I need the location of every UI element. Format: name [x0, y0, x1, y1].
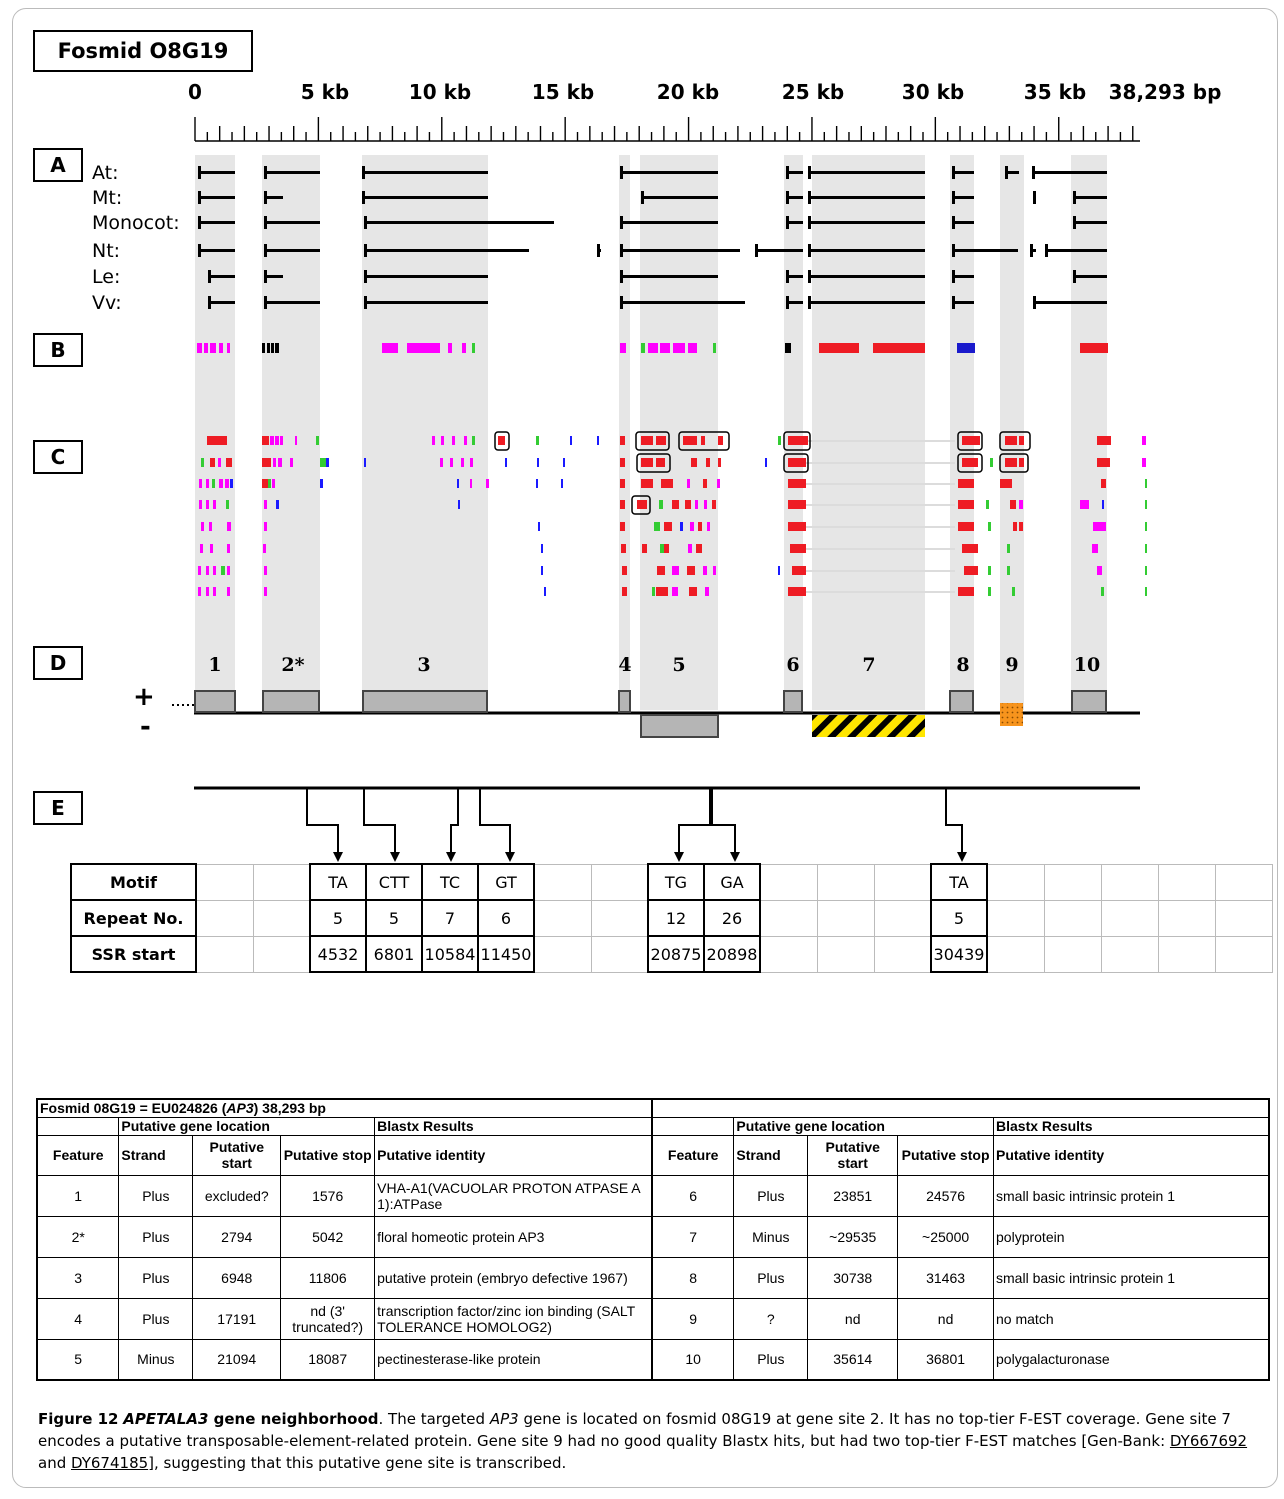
- genbank-link[interactable]: DY667692: [1169, 1432, 1248, 1450]
- col-stop: Putative stop: [281, 1135, 375, 1175]
- col-start: Putative start: [808, 1135, 898, 1175]
- table-row: 4 Plus 17191 nd (3' truncated?) transcription factor/zinc ion binding (SALT TOLERANCE HOMOLOG2) 9 ? nd nd no match: [37, 1298, 1269, 1339]
- ssr-cell: 6: [478, 900, 534, 936]
- scale-label: 15 kb: [531, 80, 595, 104]
- ssr-header-motif: Motif: [71, 864, 196, 900]
- ssr-cell: 10584: [422, 936, 478, 972]
- gene-table: [36, 1098, 1270, 1381]
- figure-title: Fosmid O8G19: [33, 30, 253, 72]
- ssr-cell: TA: [931, 864, 987, 900]
- col-stop: Putative stop: [898, 1135, 994, 1175]
- group-blastx-header: Blastx Results: [994, 1117, 1269, 1135]
- scale-label: 0: [188, 80, 202, 104]
- ssr-cell: TG: [648, 864, 704, 900]
- ssr-cell: TC: [422, 864, 478, 900]
- species-label: Vv:: [92, 292, 122, 314]
- species-label: Monocot:: [92, 212, 180, 234]
- col-feature: Feature: [37, 1135, 119, 1175]
- ssr-header-start: SSR start: [71, 936, 196, 972]
- gene-site-number: 5: [672, 654, 686, 676]
- ssr-motif-row: [71, 864, 1272, 900]
- scale-label: 10 kb: [408, 80, 472, 104]
- scale-label: 20 kb: [656, 80, 720, 104]
- ssr-start-row: [71, 936, 1272, 972]
- ssr-cell: 5: [931, 900, 987, 936]
- species-label: Mt:: [92, 187, 123, 209]
- panel-label-c: C: [33, 440, 83, 474]
- ssr-cell: TA: [310, 864, 366, 900]
- ssr-cell: 20898: [704, 936, 760, 972]
- gene-site-number: 6: [786, 654, 800, 676]
- panel-label-b: B: [33, 333, 83, 367]
- minus-strand-label: -: [140, 712, 151, 742]
- ssr-cell: 30439: [931, 936, 987, 972]
- group-blastx-header: Blastx Results: [375, 1117, 652, 1135]
- figure-caption: Figure 12 APETALA3 gene neighborhood. The targeted AP3 gene is located on fosmid 08G19 at gene site 2. It has no top-tier F-EST coverage. Gene site 7 encodes a putative transposable-element-related protein. Gene site 9 had no good quality Blastx hits, but had two top-tier F-EST matches [Gen-Bank: DY667692 and DY674185], suggesting that this putative gene site is transcribed.: [38, 1410, 1248, 1472]
- ssr-cell: 11450: [478, 936, 534, 972]
- table-row: 1 Plus excluded? 1576 VHA-A1(VACUOLAR PROTON ATPASE A 1):ATPase 6 Plus 23851 24576 small basic intrinsic protein 1: [37, 1175, 1269, 1216]
- col-identity: Putative identity: [994, 1135, 1269, 1175]
- ssr-header-repeat: Repeat No.: [71, 900, 196, 936]
- species-label: At:: [92, 162, 119, 184]
- panel-label-d: D: [33, 646, 83, 680]
- scale-label: 25 kb: [781, 80, 845, 104]
- col-feature: Feature: [652, 1135, 734, 1175]
- col-strand: Strand: [119, 1135, 193, 1175]
- ssr-cell: CTT: [366, 864, 422, 900]
- caption-label: Figure 12: [38, 1410, 119, 1428]
- table-row: 5 Minus 21094 18087 pectinesterase-like protein 10 Plus 35614 36801 polygalacturonase: [37, 1339, 1269, 1380]
- col-strand: Strand: [734, 1135, 808, 1175]
- gene-site-number: 8: [956, 654, 970, 676]
- species-label: Le:: [92, 266, 121, 288]
- ssr-repeat-row: [71, 900, 1272, 936]
- scale-label: 35 kb: [1023, 80, 1087, 104]
- gene-site-number: 3: [417, 654, 431, 676]
- panel-label-a: A: [33, 148, 83, 182]
- col-start: Putative start: [193, 1135, 281, 1175]
- ssr-cell: GT: [478, 864, 534, 900]
- gene-site-number: 1: [208, 654, 222, 676]
- gene-table-title: Fosmid 08G19 = EU024826 (AP3) 38,293 bp: [37, 1099, 652, 1117]
- ssr-cell: GA: [704, 864, 760, 900]
- ssr-cell: 20875: [648, 936, 704, 972]
- ssr-table: [70, 863, 1273, 973]
- table-row: 3 Plus 6948 11806 putative protein (embryo defective 1967) 8 Plus 30738 31463 small basic intrinsic protein 1: [37, 1257, 1269, 1298]
- gene-site-number: 4: [618, 654, 632, 676]
- scale-label: 38,293 bp: [1108, 80, 1222, 104]
- ssr-cell: 4532: [310, 936, 366, 972]
- ssr-cell: 5: [366, 900, 422, 936]
- panel-label-e: E: [33, 791, 83, 825]
- gene-site-number: 9: [1005, 654, 1019, 676]
- group-location-header: Putative gene location: [119, 1117, 375, 1135]
- ssr-cell: 7: [422, 900, 478, 936]
- caption-gene-title: APETALA3: [123, 1410, 209, 1428]
- plus-strand-label: +: [133, 682, 155, 712]
- species-label: Nt:: [92, 240, 121, 262]
- ssr-cell: 12: [648, 900, 704, 936]
- col-identity: Putative identity: [375, 1135, 652, 1175]
- ssr-cell: 26: [704, 900, 760, 936]
- gene-site-number: 7: [862, 654, 876, 676]
- scale-label: 5 kb: [300, 80, 350, 104]
- genbank-link[interactable]: DY674185: [71, 1454, 149, 1472]
- table-row: 2* Plus 2794 5042 floral homeotic protein AP3 7 Minus ~29535 ~25000 polyprotein: [37, 1216, 1269, 1257]
- gene-site-number: 10: [1073, 654, 1101, 676]
- scale-label: 30 kb: [901, 80, 965, 104]
- ssr-cell: 5: [310, 900, 366, 936]
- group-location-header: Putative gene location: [734, 1117, 994, 1135]
- ssr-cell: 6801: [366, 936, 422, 972]
- gene-site-number: 2*: [281, 654, 305, 676]
